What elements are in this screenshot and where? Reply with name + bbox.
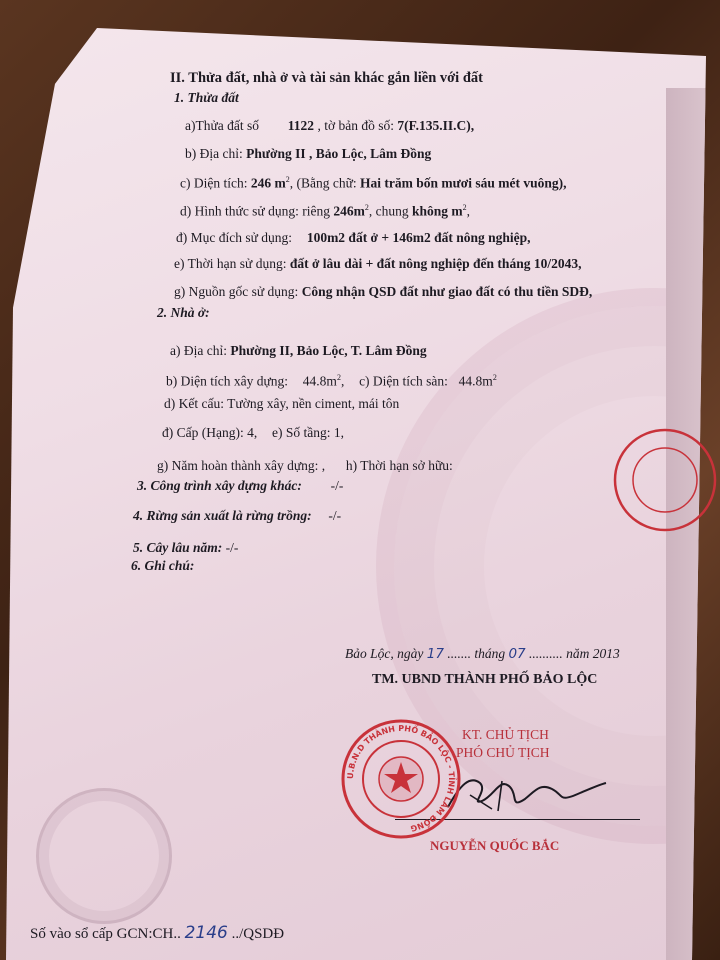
sign-month: 07 [508,646,526,662]
perennial-label: 5. Cây lâu năm: [133,540,223,555]
map-number: 7(F.135.II.C), [397,118,475,133]
use-shared-label: , chung [368,203,409,219]
place-date-row: Bảo Lộc, ngày 17 ....... tháng 07 .......... năm 2013 [345,646,620,662]
completed-label: g) Năm hoàn thành xây dựng: [157,458,319,473]
land-address: Phường II , Bảo Lộc, Lâm Đồng [246,146,432,161]
house-address: Phường II, Bảo Lộc, T. Lâm Đồng [230,343,427,358]
official-seal [340,718,462,840]
address-row [185,146,431,162]
land-purpose: 100m2 đất ở + 146m2 đất nông nghiệp, [306,230,531,245]
map-label: , tờ bản đồ số: [317,118,394,133]
use-shared: không m [412,203,463,219]
forest-row [133,508,341,524]
use-private: 246m [333,203,365,219]
signing-title-2: PHÓ CHỦ TỊCH [456,745,550,760]
notes-label: 6. Ghi chú: [131,558,195,573]
use-form-label: d) Hình thức sử dụng: riêng [180,203,330,219]
forest-label: 4. Rừng sản xuất là rừng trồng: [133,508,312,523]
section-heading: II. Thửa đất, nhà ở và tài sản khác gắn liền với đất [170,70,483,86]
signer-name: NGUYỄN QUỐC BẮC [430,838,560,853]
area-label: c) Diện tích: [180,175,248,191]
embossed-seal [36,788,172,924]
land-heading: 1. Thửa đất [174,90,239,105]
grade-label: đ) Cấp (Hạng): [162,425,244,440]
seal-text: U.B.N.D THÀNH PHỐ BẢO LỘC - TỈNH LÂM ĐỒNG [345,723,457,834]
completed-value: , [321,458,326,473]
ownership-term-label: h) Thời hạn sở hữu: [345,458,453,473]
house-floors: 1, [333,425,344,440]
origin-label: g) Nguồn gốc sử dụng: [174,284,299,299]
parcel-label: a)Thửa đất số [185,118,260,133]
signing-title-1: KT. CHỦ TỊCH [462,727,549,742]
floors-label: e) Số tầng: [271,425,331,440]
house-address-label: a) Địa chỉ: [170,343,227,358]
registry-suffix: ../QSDĐ [231,926,285,942]
build-area-label: b) Diện tích xây dựng: [166,373,289,389]
land-area: 246 m [250,175,286,191]
floor-area-label: c) Diện tích sàn: [359,373,448,389]
term-label: e) Thời hạn sử dụng: [174,256,287,271]
structure-row [164,396,399,412]
signature [440,765,610,820]
registry-number: 2146 [184,923,228,943]
house-grade: 4, [247,425,258,440]
perennial-row [133,540,238,556]
origin-row [174,284,592,300]
parcel-row [185,118,474,134]
address-label: b) Địa chỉ: [185,146,243,161]
registration-stamp [610,425,720,535]
house-area-row: b) Diện tích xây dựng: $44.8m^2$, c) Diện tích sàn: $44.8m^2$ [166,373,497,389]
month-label: tháng [474,646,506,661]
registry-label: Số vào sổ cấp GCN:CH.. [30,926,181,942]
build-area: 44.8m [302,373,337,389]
use-form-row: d) Hình thức sử dụng: riêng $246m^2$, chung không $m^2$, [180,203,471,219]
grade-row [162,425,344,441]
perennial-value: -/- [225,540,239,555]
other-construction-value: -/- [330,478,344,493]
area-words: Hai trăm bốn mươi sáu mét vuông), [360,175,567,191]
purpose-label: đ) Mục đích sử dụng: [176,230,293,245]
house-heading: 2. Nhà ở: [157,305,210,320]
term-row [174,256,581,272]
other-construction-row [137,478,343,494]
completed-row [157,458,453,474]
year-label: năm 2013 [566,646,620,661]
purpose-row [176,230,531,246]
floor-area: 44.8m [458,373,493,389]
signing-org: TM. UBND THÀNH PHỐ BẢO LỘC [372,672,598,687]
area-row: c) Diện tích: 246 $m^2$, (Bằng chữ: Hai trăm bốn mươi sáu mét vuông), [180,175,567,191]
land-origin: Công nhận QSD đất như giao đất có thu tiền SDĐ, [301,284,593,299]
structure-label: d) Kết cấu: [164,396,224,411]
area-words-label: , (Bằng chữ: [289,175,357,191]
place-date-prefix: Bảo Lộc, ngày [345,646,424,661]
registry-row [30,925,284,942]
sign-day: 17 [426,646,444,662]
parcel-number: 1122 [287,118,315,133]
forest-value: -/- [328,508,342,523]
other-construction-label: 3. Công trình xây dựng khác: [137,478,302,493]
land-term: đất ở lâu dài + đất nông nghiệp đến tháng 10/2043, [289,256,582,271]
house-structure: Tường xây, nền ciment, mái tôn [227,396,400,411]
house-address-row [170,343,427,359]
